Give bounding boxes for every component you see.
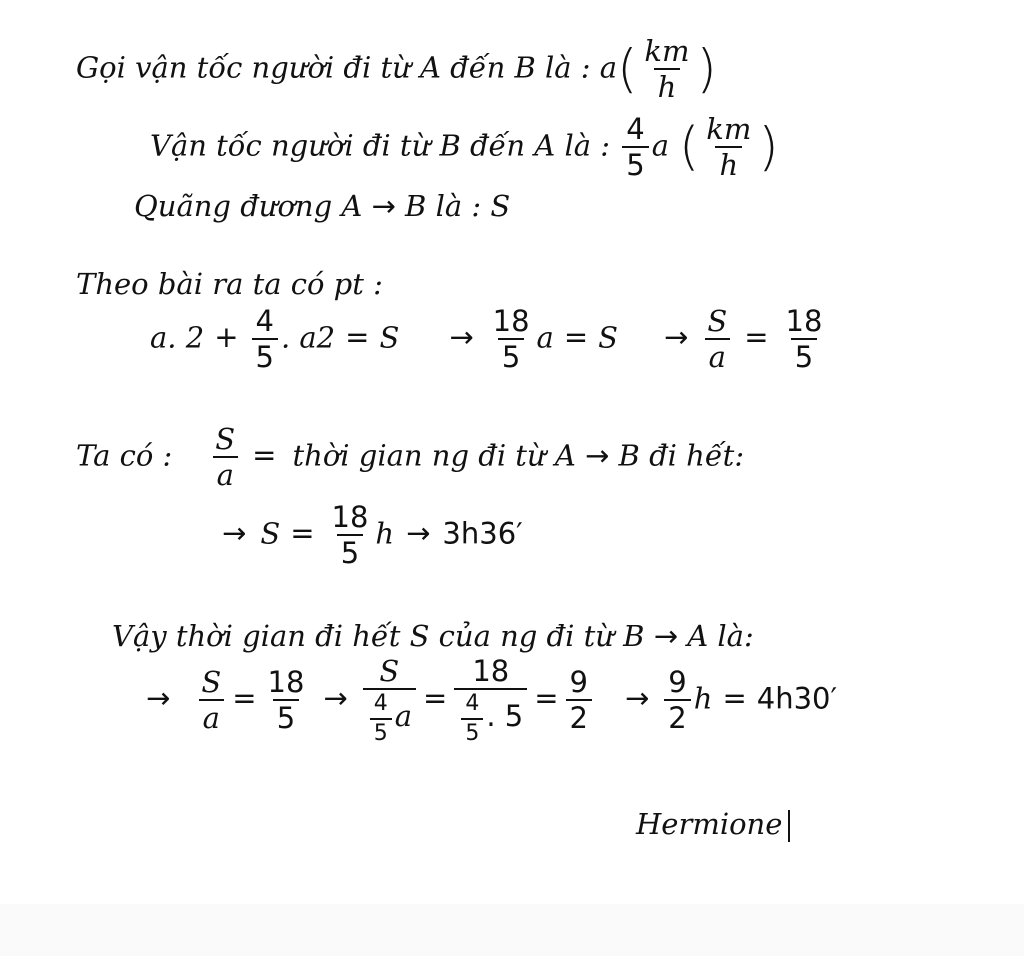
eq1-a: a — [536, 320, 554, 355]
eq2-h: h — [375, 516, 395, 551]
arrow-icon: → — [406, 516, 431, 551]
unit-fraction — [702, 114, 755, 181]
equals-sign: = — [744, 320, 769, 355]
left-paren-icon: ( — [617, 39, 638, 100]
frac-den: 2 — [566, 699, 592, 733]
frac-num: 4 — [626, 112, 645, 146]
frac-num: S — [707, 304, 728, 338]
frac-den-compound — [454, 688, 527, 744]
plus-sign: + — [214, 320, 239, 355]
line-speed-a-to-b — [76, 36, 717, 103]
unit-num: km — [644, 34, 690, 68]
den-var: a — [394, 699, 413, 734]
eq3-fraction-S-a — [197, 664, 225, 736]
fraction-S-a — [211, 424, 239, 491]
eq1-fraction-18-5 — [489, 306, 534, 373]
equation-3 — [146, 656, 837, 745]
arrow-icon: → — [146, 681, 171, 716]
den-rest: . 5 — [486, 699, 524, 734]
eq1-part1: a. 2 — [150, 320, 205, 355]
eq1-fraction-4-5 — [252, 306, 278, 373]
line3-rest: B là : S — [395, 189, 511, 223]
line2-var: a — [651, 128, 669, 163]
arrow-icon: → — [653, 619, 679, 653]
arrow-icon: → — [624, 681, 650, 716]
frac-den: 5 — [622, 146, 648, 180]
line1-text: Gọi vận tốc người đi từ A đến B là : — [76, 50, 600, 85]
equals-sign: = — [252, 438, 277, 473]
equals-sign: = — [345, 320, 370, 355]
arrow-icon: → — [664, 320, 689, 355]
line-vay-thoi-gian — [112, 619, 754, 653]
frac-num: 4 — [255, 304, 274, 338]
arrow-icon: → — [449, 320, 474, 355]
equals-sign: = — [232, 681, 257, 716]
unit-fraction — [640, 36, 693, 103]
equals-sign: = — [722, 681, 747, 716]
line5-prefix: Ta có : — [76, 438, 173, 473]
frac-den: a — [213, 456, 238, 490]
eq2-S: S — [260, 516, 281, 551]
line-distance — [134, 189, 511, 223]
eq1-fraction-S-a — [703, 306, 731, 373]
line5-rest: B đi hết: — [609, 438, 745, 473]
frac-num: 9 — [569, 664, 588, 699]
equation-1 — [150, 306, 829, 373]
arrow-icon: → — [585, 438, 610, 473]
four-fifths-fraction — [622, 114, 648, 181]
signature-text: Hermione — [636, 807, 783, 841]
eq3-fraction-18-5 — [264, 664, 309, 736]
frac-num: 18 — [267, 664, 305, 699]
frac-den: a — [705, 338, 730, 372]
page-bottom-band — [0, 904, 1024, 956]
frac-num: S — [379, 654, 400, 688]
frac-num: 18 — [331, 500, 369, 534]
line-ta-co — [76, 424, 744, 491]
frac-num: 9 — [668, 664, 687, 699]
arrow-icon: → — [222, 516, 247, 551]
arrow-icon: → — [323, 681, 348, 716]
eq3-fraction-18-over-4-5-5 — [454, 656, 527, 745]
line3-text: Quãng đương A — [134, 189, 372, 223]
unit-num: km — [706, 112, 752, 146]
eq3-fraction-S-over-4-5-a — [363, 656, 416, 745]
eq3-result: 4h30′ — [756, 681, 838, 716]
frac-num: 18 — [785, 304, 823, 338]
left-paren-icon: ( — [678, 117, 700, 178]
line-theo-bai-ra — [76, 267, 383, 301]
equals-sign: = — [423, 681, 448, 716]
equation-2 — [222, 502, 523, 569]
frac-den: 2 — [664, 699, 690, 733]
eq3-h: h — [693, 681, 713, 716]
line5-text: thời gian ng đi từ A — [292, 438, 586, 473]
right-paren-icon: ) — [696, 39, 717, 100]
frac-den: a — [199, 699, 224, 733]
eq1-fraction-18-5b — [782, 306, 827, 373]
frac-den: 5 — [337, 534, 363, 568]
frac-num: S — [215, 422, 236, 456]
frac-den: 5 — [273, 699, 299, 733]
frac-num: 4 — [465, 691, 480, 717]
frac-den: 5 — [498, 338, 524, 372]
line6-rest: A là: — [678, 619, 754, 653]
frac-den: 5 — [252, 338, 278, 372]
line4-text: Theo bài ra ta có pt : — [76, 267, 383, 301]
equals-sign: = — [563, 320, 589, 355]
line6-text: Vậy thời gian đi hết S của ng đi từ B — [112, 619, 654, 653]
eq1-S: S — [379, 320, 400, 355]
nested-fraction — [370, 692, 392, 744]
eq3-fraction-9-2 — [566, 664, 592, 736]
line2-text: Vận tốc người đi từ B đến A là : — [150, 128, 620, 163]
unit-den: h — [715, 146, 742, 180]
line1-var: a — [599, 50, 618, 85]
equals-sign: = — [534, 681, 559, 716]
eq1-S2: S — [598, 320, 619, 355]
text-cursor — [788, 810, 790, 842]
line-speed-b-to-a — [150, 114, 779, 181]
right-paren-icon: ) — [758, 117, 779, 178]
frac-num: 18 — [472, 654, 510, 688]
nested-fraction — [461, 692, 483, 744]
eq3-fraction-9-2b — [664, 664, 690, 736]
eq2-fraction-18-5 — [328, 502, 373, 569]
frac-den: 5 — [791, 338, 817, 372]
frac-num: 4 — [373, 691, 388, 717]
frac-den: 5 — [370, 718, 392, 745]
unit-den: h — [654, 68, 681, 102]
arrow-icon: → — [371, 189, 396, 223]
frac-den-compound — [363, 688, 416, 744]
signature — [636, 807, 790, 842]
frac-num: S — [201, 664, 222, 699]
eq2-result: 3h36′ — [442, 516, 523, 551]
frac-num: 18 — [492, 304, 530, 338]
equals-sign: = — [290, 516, 315, 551]
frac-den: 5 — [461, 718, 483, 745]
eq1-part2: . a2 — [280, 320, 336, 355]
